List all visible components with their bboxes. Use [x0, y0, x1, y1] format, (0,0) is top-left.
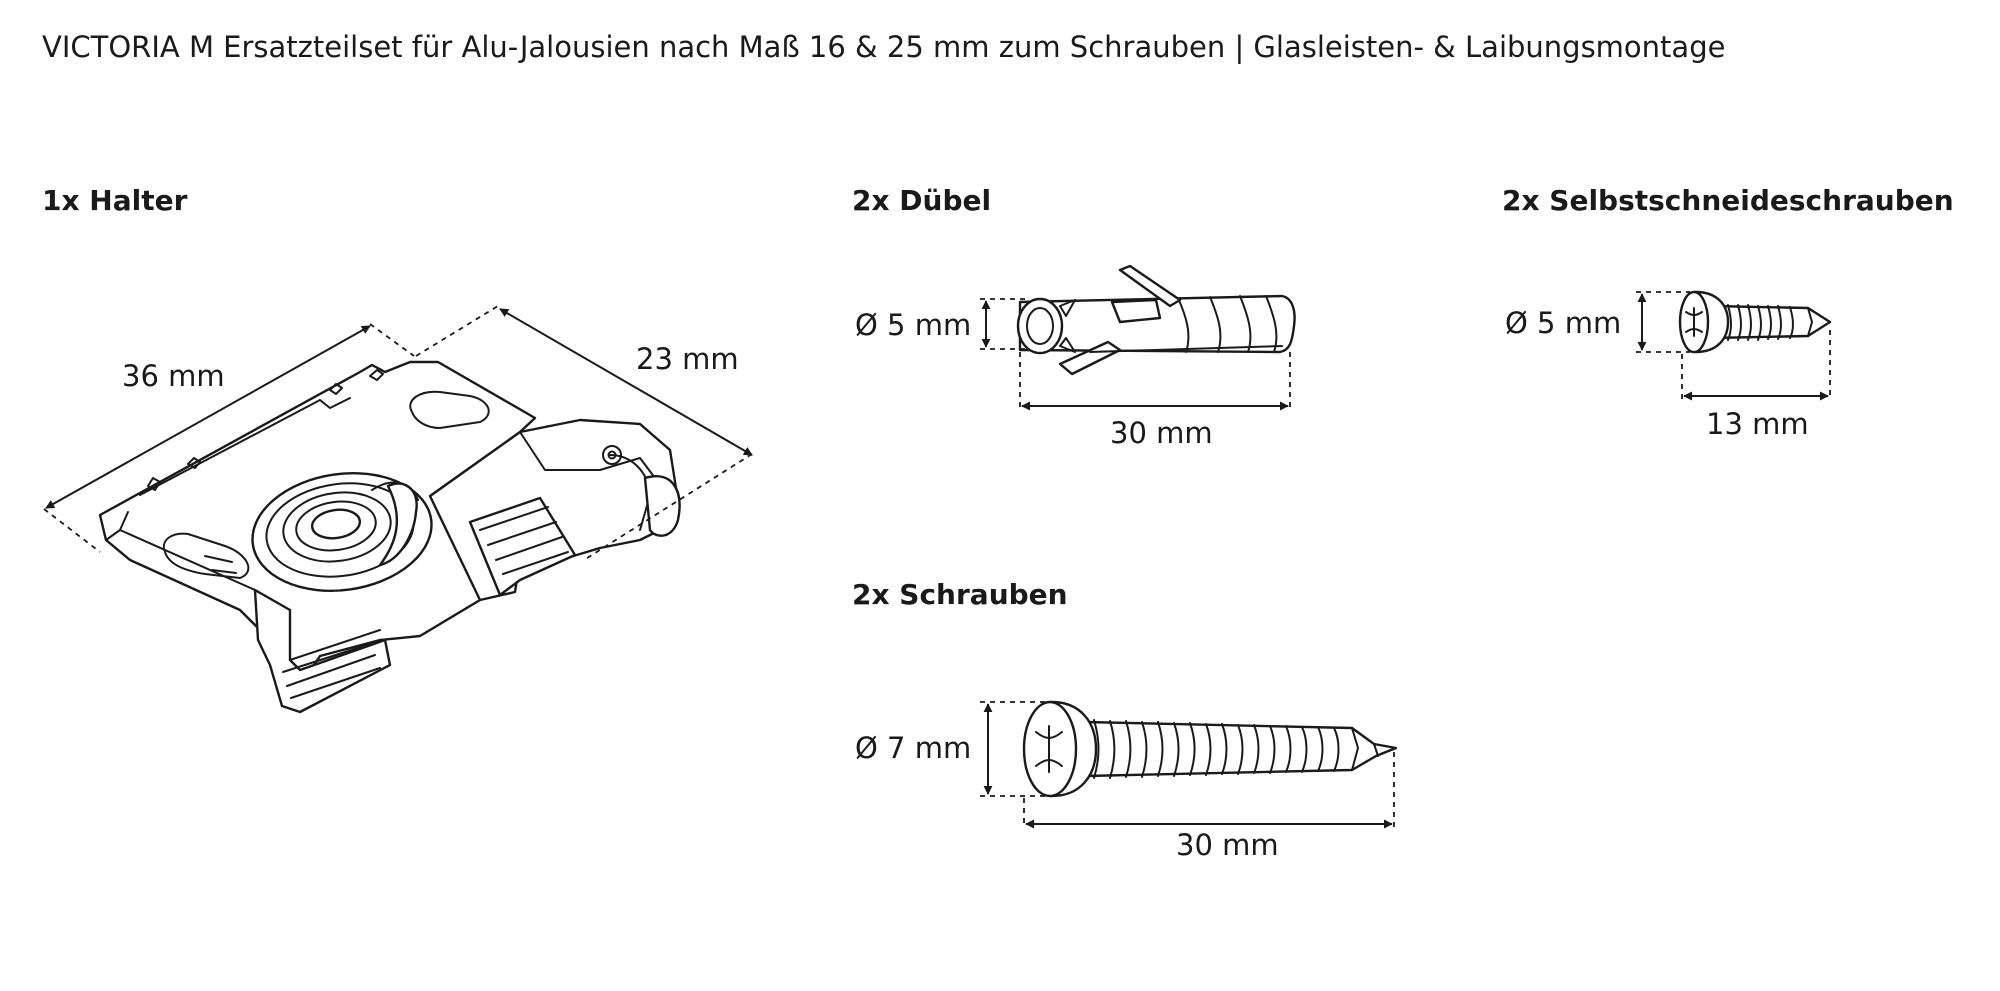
page-title: VICTORIA M Ersatzteilset für Alu-Jalousien nach Maß 16 & 25 mm zum Schrauben | Glasleisten- & Laibungsmontage — [42, 30, 1726, 64]
selbstschneideschraube-length-label: 13 mm — [1706, 407, 1809, 441]
halter-width-label: 23 mm — [636, 342, 739, 376]
schraube-drawing — [855, 702, 1396, 862]
duebel-diameter-label: Ø 5 mm — [855, 308, 972, 342]
heading-duebel: 2x Dübel — [852, 184, 992, 217]
selbstschneideschraube-diameter-label: Ø 5 mm — [1505, 306, 1622, 340]
duebel-drawing — [855, 266, 1295, 450]
duebel-length-label: 30 mm — [1110, 416, 1213, 450]
schraube-length-label: 30 mm — [1176, 828, 1279, 862]
selbstschneideschraube-drawing — [1505, 292, 1830, 441]
heading-schrauben: 2x Schrauben — [852, 578, 1068, 611]
halter-length-label: 36 mm — [122, 359, 225, 393]
schraube-diameter-label: Ø 7 mm — [855, 731, 972, 765]
halter-drawing — [44, 306, 752, 712]
heading-selbstschneideschrauben: 2x Selbstschneideschrauben — [1502, 184, 1954, 217]
heading-halter: 1x Halter — [42, 184, 188, 217]
